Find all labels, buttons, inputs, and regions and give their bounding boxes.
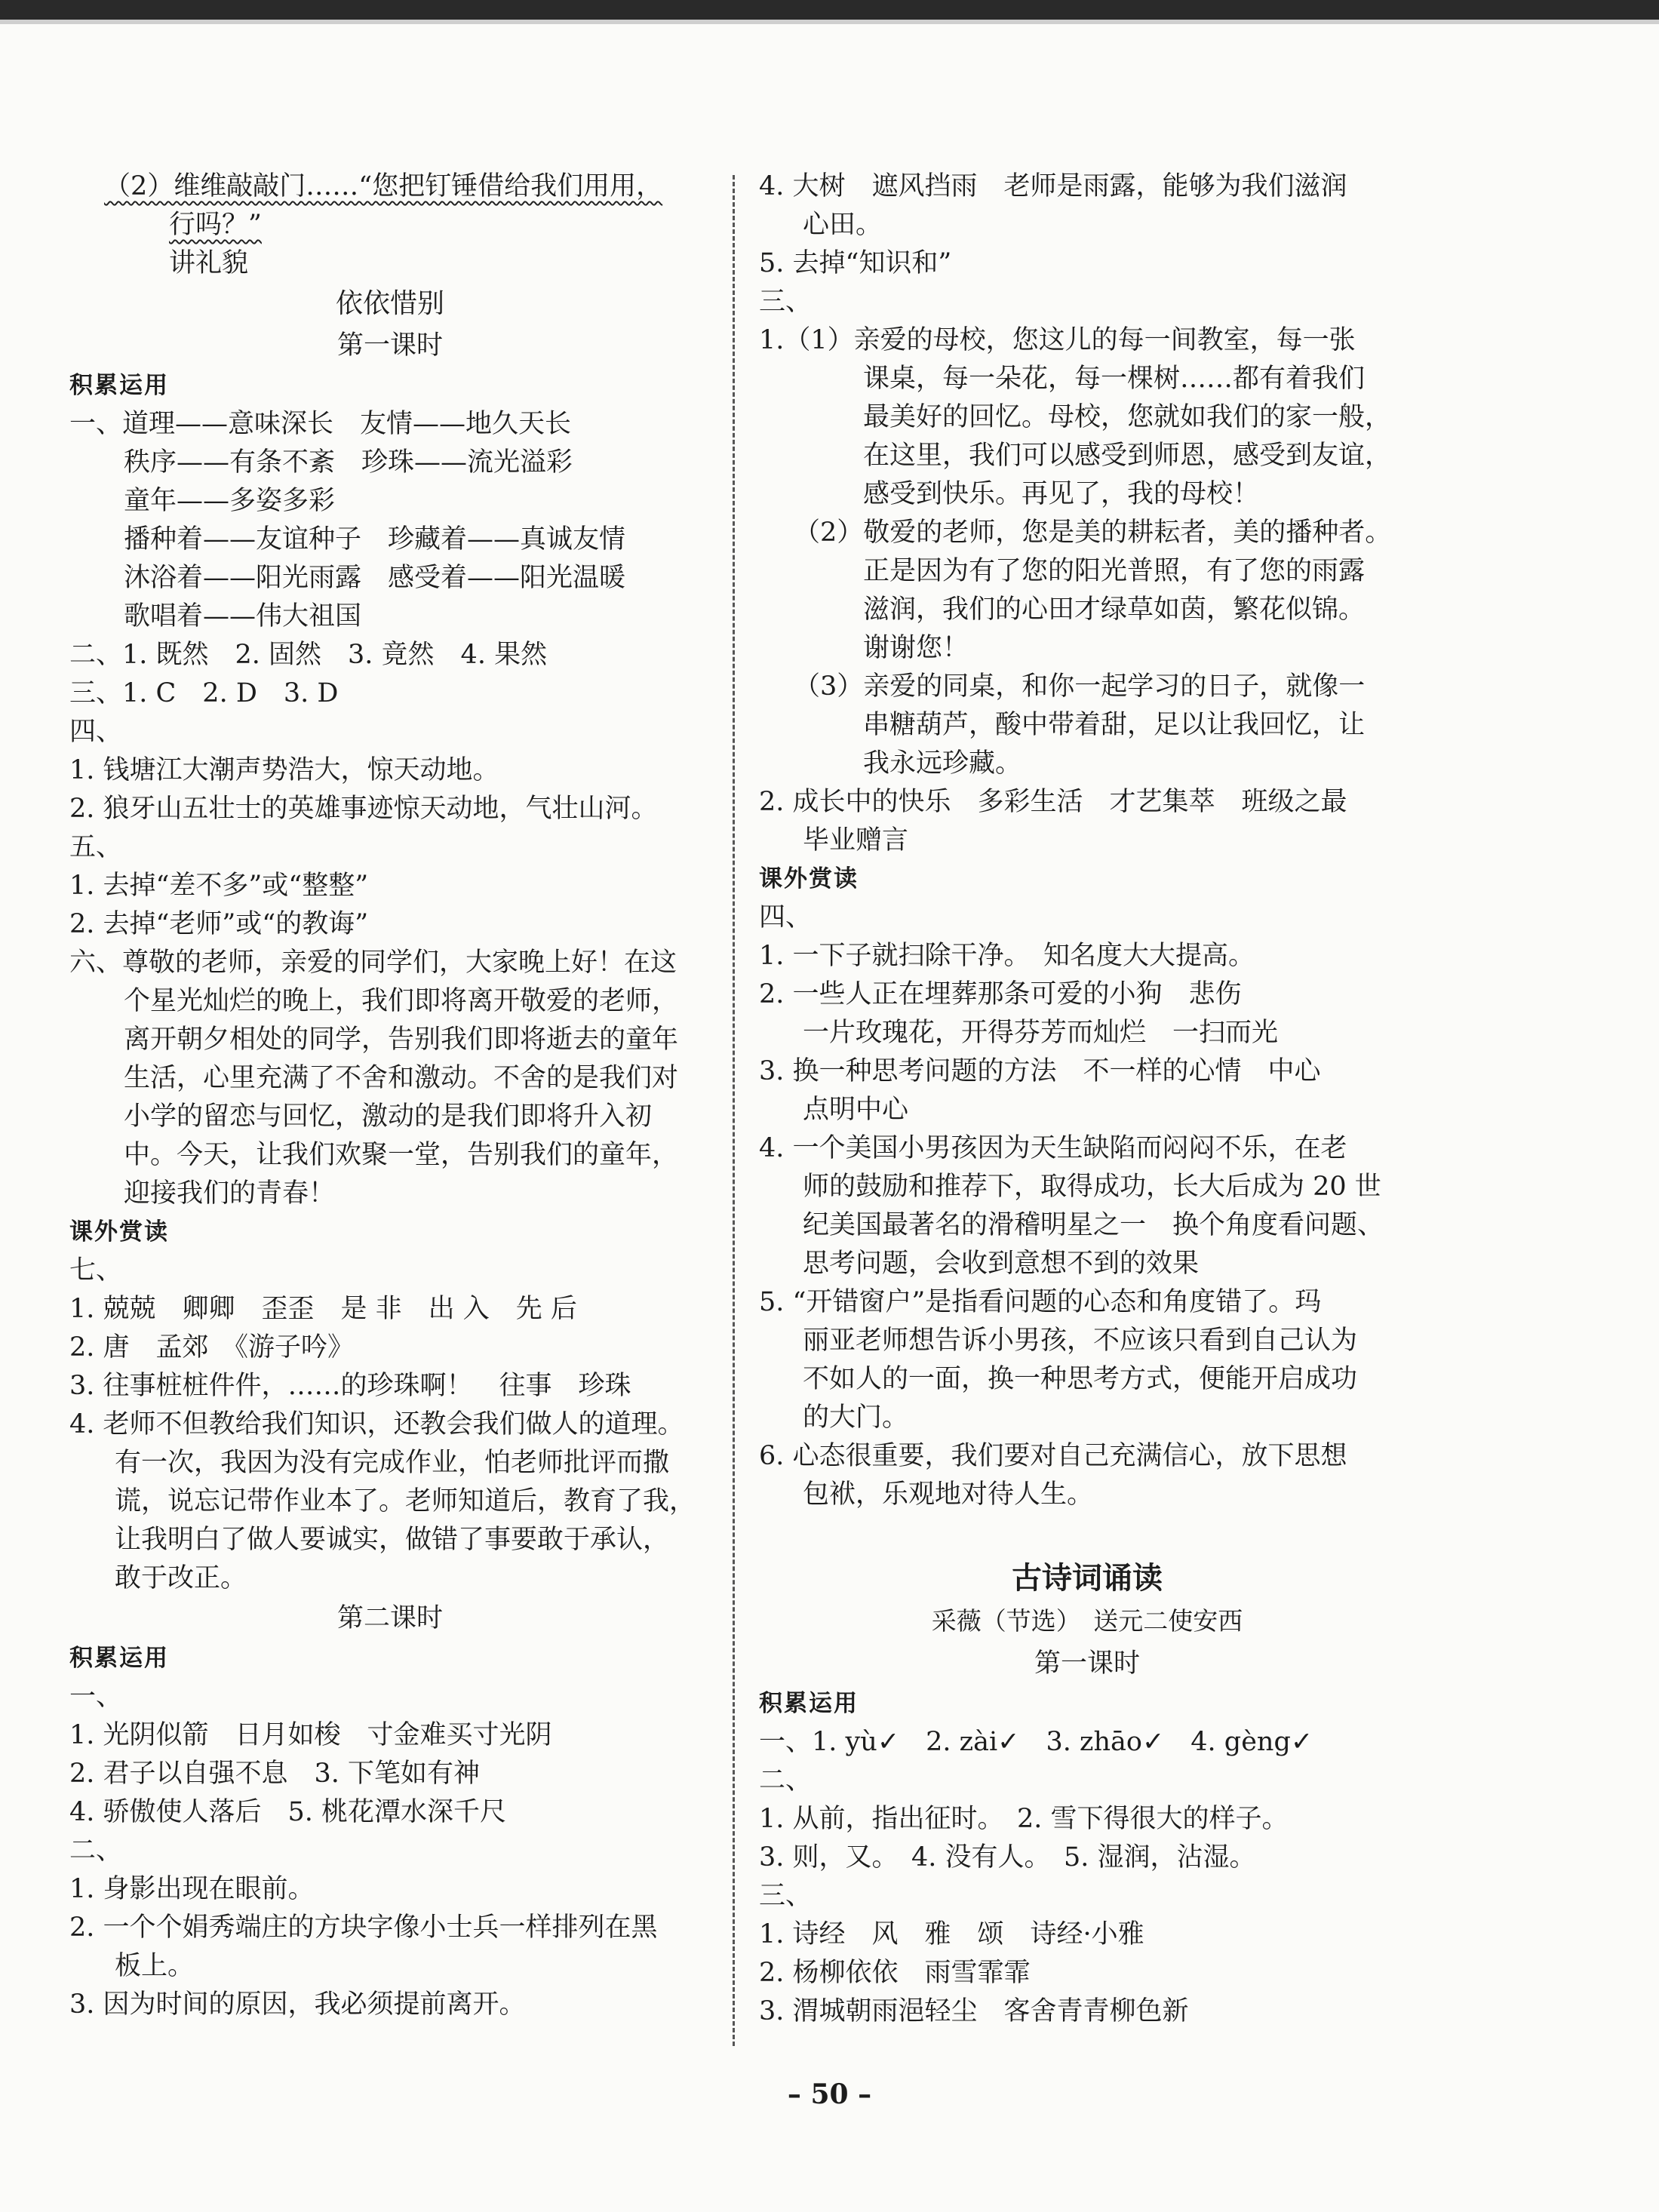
answer-line: 一、1. yù✓ 2. zài✓ 3. zhāo✓ 4. gèng✓ (759, 1727, 1313, 1757)
answer-line: 1. 一下子就扫除干净。 知名度大大提高。 (759, 941, 1255, 971)
answer-line: 2. 唐 孟郊 《游子吟》 (69, 1332, 355, 1363)
answer-line: 1. 钱塘江大潮声势浩大，惊天动地。 (69, 755, 499, 785)
answer-line: 二、 (759, 1765, 813, 1796)
answer-line: 思考问题，会收到意想不到的效果 (803, 1249, 1200, 1279)
answer-line: 六、尊敬的老师，亲爱的同学们，大家晚上好！在这 (69, 948, 677, 978)
answer-line: 谎，说忘记带作业本了。老师知道后，教育了我， (115, 1486, 696, 1516)
answer-line: 敢于改正。 (115, 1563, 247, 1593)
answer-line: 3. 换一种思考问题的方法 不一样的心情 中心 (759, 1056, 1321, 1086)
answer-line: 小学的留恋与回忆，激动的是我们即将升入初 (124, 1101, 653, 1132)
answer-line: 板上。 (115, 1951, 195, 1981)
section-heading: 积累运用 (69, 372, 169, 399)
scan-top-border (0, 0, 1659, 20)
answer-line: 2. 君子以自强不息 3. 下笔如有神 (69, 1759, 481, 1789)
lesson-title: 古诗词诵读 (1012, 1561, 1163, 1596)
answer-line: 二、1. 既然 2. 固然 3. 竟然 4. 果然 (69, 640, 548, 670)
answer-line: 1. 去掉“差不多”或“整整” (69, 871, 369, 901)
answer-line: 5. “开错窗户”是指看问题的心态和角度错了。玛 (759, 1287, 1322, 1317)
answer-line: 七、 (69, 1255, 123, 1286)
answer-line: 2. 狼牙山五壮士的英雄事迹惊天动地，气壮山河。 (69, 794, 658, 824)
answer-line: 不如人的一面，换一种思考方式，便能开启成功 (803, 1364, 1358, 1394)
answer-line: 感受到快乐。再见了，我的母校！ (863, 479, 1260, 509)
answer-line: 1. 身影出现在眼前。 (69, 1874, 315, 1904)
answer-line: 4. 一个美国小男孩因为天生缺陷而闷闷不乐，在老 (759, 1133, 1347, 1163)
answer-line: 2. 一些人正在埋葬那条可爱的小狗 悲伤 (759, 979, 1242, 1009)
answer-line: 1. 诗经 风 雅 颂 诗经·小雅 (759, 1919, 1144, 1949)
answer-line: 讲礼貌 (169, 248, 249, 278)
answer-line: 歌唱着——伟大祖国 (124, 601, 362, 631)
lesson-title: 第二课时 (336, 1603, 443, 1633)
left-column (69, 167, 711, 2024)
answer-line: 播种着——友谊种子 珍藏着——真诚友情 (124, 524, 626, 555)
answer-line: 二、 (69, 1836, 123, 1866)
answer-line: 4. 大树 遮风挡雨 老师是雨露，能够为我们滋润 (759, 171, 1347, 201)
answer-line: 有一次，我因为没有完成作业，怕老师批评而撒 (115, 1448, 670, 1478)
answer-line: 四、 (69, 717, 123, 747)
answer-line: 2. 去掉“老师”或“的教诲” (69, 909, 369, 939)
lesson-title: 依依惜别 (335, 288, 444, 319)
answer-line: 正是因为有了您的阳光普照，有了您的雨露 (863, 556, 1366, 586)
answer-line: 一片玫瑰花，开得芬芳而灿烂 一扫而光 (803, 1018, 1279, 1048)
scan-top-shadow (0, 20, 1659, 24)
answer-line: 谢谢您！ (863, 633, 969, 663)
answer-line: 3. 则，又。 4. 没有人。 5. 湿润，沾湿。 (759, 1842, 1256, 1873)
answer-line: 纪美国最著名的滑稽明星之一 换个角度看问题、 (803, 1210, 1384, 1240)
section-heading: 课外赏读 (759, 865, 859, 892)
answer-line: 3. 往事桩桩件件，……的珍珠啊！ 往事 珍珠 (69, 1371, 631, 1401)
answer-line: 秩序——有条不紊 珍珠——流光溢彩 (124, 447, 573, 478)
answer-line: 1. 兢兢 卿卿 歪歪 是 非 出 入 先 后 (69, 1294, 577, 1324)
answer-line: 2. 杨柳依依 雨雪霏霏 (759, 1958, 1031, 1988)
answer-line: 一、 (69, 1682, 123, 1712)
answer-line: 滋润，我们的心田才绿草如茵，繁花似锦。 (863, 594, 1366, 625)
answer-line: 让我明白了做人要诚实，做错了事要敢于承认， (115, 1525, 670, 1555)
lesson-title: 第一课时 (1034, 1648, 1140, 1679)
answer-line: 1. 从前，指出征时。 2. 雪下得很大的样子。 (759, 1804, 1289, 1834)
answer-line: 三、 (759, 1881, 813, 1911)
answer-line: 行吗？” (169, 210, 262, 240)
answer-line: 中。今天，让我们欢聚一堂，告别我们的童年， (124, 1140, 679, 1170)
answer-line: 心田。 (803, 210, 883, 240)
answer-line: 离开朝夕相处的同学，告别我们即将逝去的童年 (124, 1025, 679, 1055)
answer-line: 6. 心态很重要，我们要对自己充满信心，放下思想 (759, 1441, 1347, 1471)
answer-line: 的大门。 (803, 1402, 909, 1433)
answer-line: 包袱，乐观地对待人生。 (803, 1479, 1094, 1510)
answer-line: 点明中心 (803, 1095, 909, 1125)
answer-line: 4. 老师不但教给我们知识，还教会我们做人的道理。 (69, 1409, 684, 1439)
answer-line: 1.（1）亲爱的母校，您这儿的每一间教室，每一张 (759, 325, 1356, 355)
answer-line: 个星光灿烂的晚上，我们即将离开敬爱的老师， (124, 986, 679, 1016)
answer-line: 生活，心里充满了不舍和激动。不舍的是我们对 (124, 1063, 679, 1093)
lesson-title: 采薇（节选） 送元二使安西 (931, 1606, 1243, 1636)
spacer (759, 1514, 1415, 1556)
answer-line: 3. 因为时间的原因，我必须提前离开。 (69, 1989, 526, 2020)
answer-line: 四、 (759, 902, 813, 932)
section-heading: 积累运用 (69, 1645, 169, 1672)
answer-line: 2. 一个个娟秀端庄的方块字像小士兵一样排列在黑 (69, 1912, 658, 1943)
answer-line: 1. 光阴似箭 日月如梭 寸金难买寸光阴 (69, 1720, 552, 1750)
answer-line: 在这里，我们可以感受到师恩，感受到友谊， (863, 441, 1392, 471)
answer-line: 沐浴着——阳光雨露 感受着——阳光温暖 (124, 563, 626, 593)
answer-line: 课桌，每一朵花，每一棵树……都有着我们 (863, 364, 1366, 394)
answer-line: （3）亲爱的同桌，和你一起学习的日子，就像一 (794, 671, 1366, 702)
answer-line: 三、 (759, 287, 813, 317)
page-number: – 50 – (787, 2078, 872, 2110)
answer-line: 五、 (69, 832, 123, 862)
answer-line: 5. 去掉“知识和” (759, 248, 952, 278)
answer-line: 最美好的回忆。母校，您就如我们的家一般， (863, 402, 1392, 432)
answer-line: 毕业赠言 (803, 825, 909, 856)
answer-line: 3. 渭城朝雨浥轻尘 客舍青青柳色新 (759, 1996, 1189, 2026)
section-heading: 积累运用 (759, 1690, 859, 1717)
answer-line: 童年——多姿多彩 (124, 486, 336, 516)
answer-line: 迎接我们的青春！ (124, 1178, 336, 1209)
column-divider (733, 175, 735, 2046)
section-heading: 课外赏读 (69, 1218, 169, 1246)
answer-line: 4. 骄傲使人落后 5. 桃花潭水深千尺 (69, 1797, 507, 1827)
answer-line: 三、1. C 2. D 3. D (69, 678, 339, 708)
answer-line: 一、道理——意味深长 友情——地久天长 (69, 409, 572, 439)
answer-line: 2. 成长中的快乐 多彩生活 才艺集萃 班级之最 (759, 787, 1347, 817)
answer-line: 师的鼓励和推荐下，取得成功，长大后成为 20 世 (803, 1172, 1381, 1202)
answer-line: （2）维维敲敲门……“您把钉锤借给我们用用， (104, 171, 663, 201)
answer-line: 串糖葫芦，酸中带着甜，足以让我回忆，让 (863, 710, 1366, 740)
answer-line: （2）敬爱的老师，您是美的耕耘者，美的播种者。 (794, 518, 1392, 548)
lesson-title: 第一课时 (336, 330, 443, 361)
answer-line: 我永远珍藏。 (863, 748, 1022, 779)
right-column (759, 167, 1415, 2031)
answer-line: 丽亚老师想告诉小男孩，不应该只看到自己认为 (803, 1326, 1358, 1356)
